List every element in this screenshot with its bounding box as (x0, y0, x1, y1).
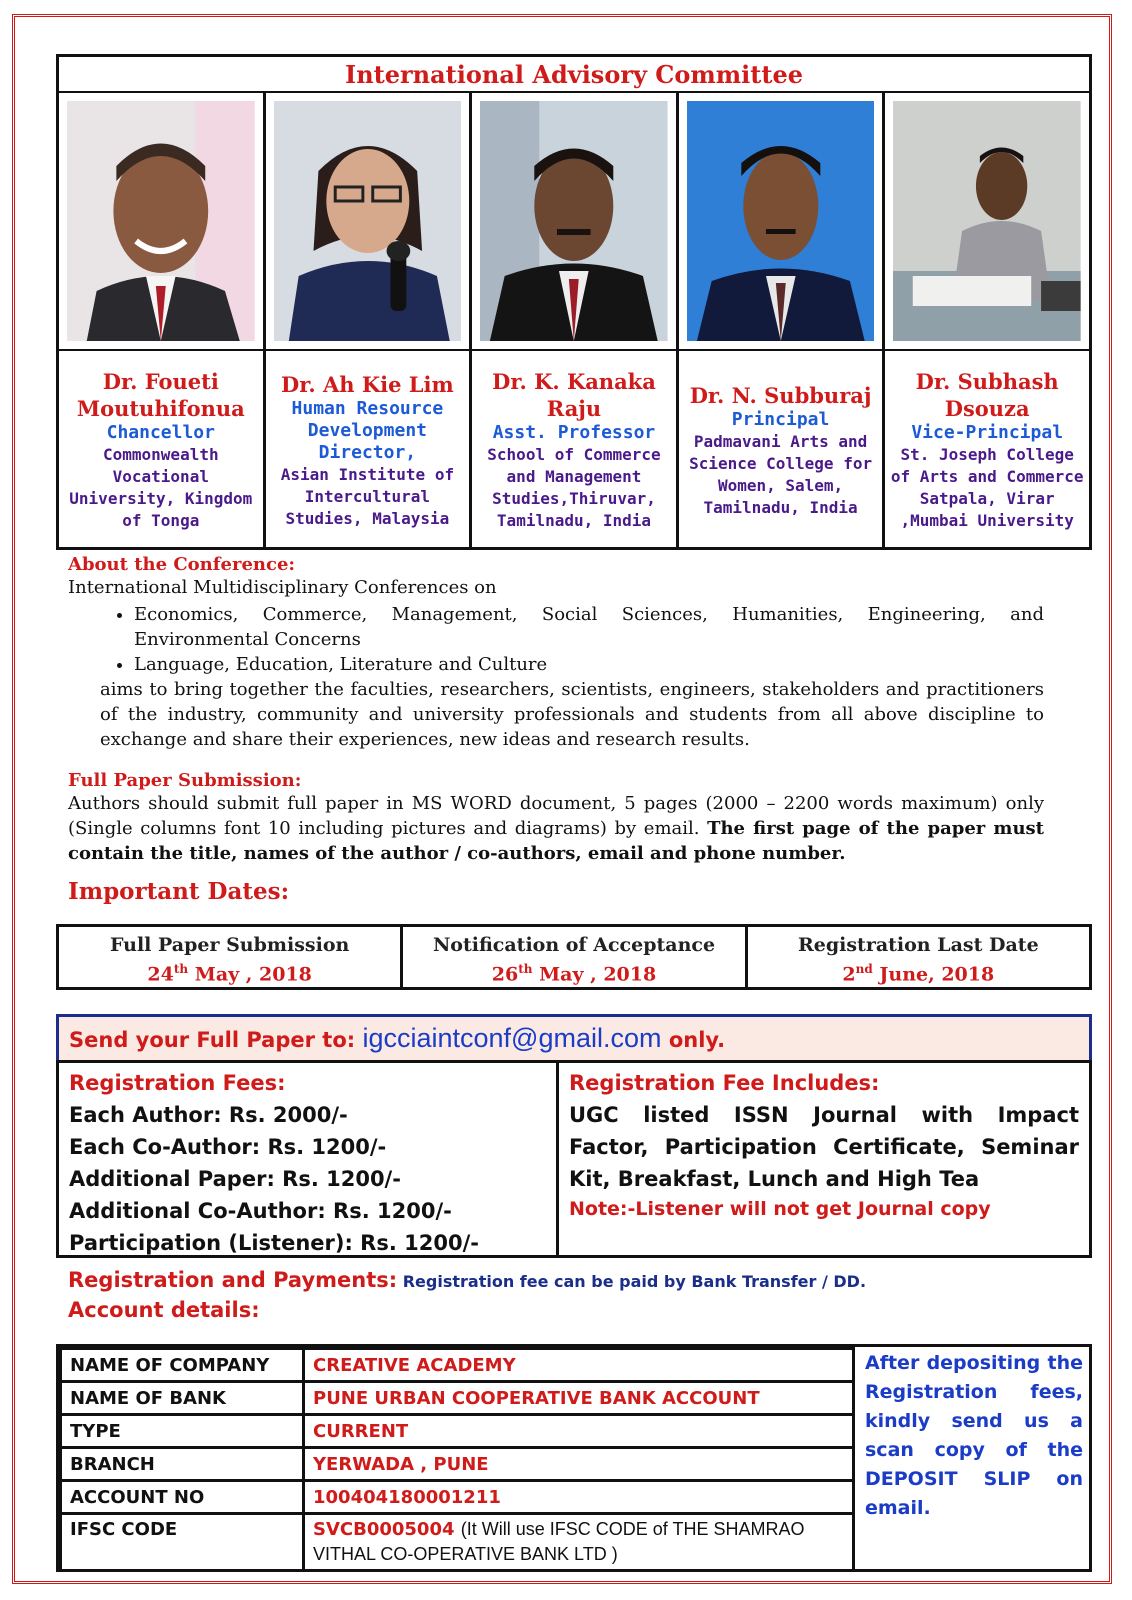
account-value: PUNE URBAN COOPERATIVE BANK ACCOUNT (304, 1382, 854, 1415)
table-row (61, 1448, 854, 1481)
member-name: Dr. K. Kanaka Raju (492, 369, 656, 421)
about-aims: aims to bring together the faculties, researchers, scientists, engineers, stakeholders and practitioners of the industry, community and university professionals and students from all above discipline to exchange and share their experiences, new ideas and research results. (100, 679, 1044, 750)
contact-email-link[interactable]: igcciaintconf@gmail.com (362, 1023, 662, 1053)
ifsc-code: SVCB0005004 (313, 1519, 455, 1540)
fee-line: Additional Paper: Rs. 1200/- (69, 1167, 401, 1191)
member-photo-cell (885, 93, 1089, 349)
about-topic-list (68, 602, 1044, 677)
date-label: Notification of Acceptance (432, 934, 716, 956)
account-table (59, 1347, 855, 1572)
member-role: Asst. Professor (492, 422, 656, 443)
submission-heading: Full Paper Submission: (68, 770, 302, 791)
date-value: 2nd June, 2018 (842, 962, 995, 986)
account-value: CURRENT (304, 1415, 854, 1448)
account-key: NAME OF BANK (61, 1382, 304, 1415)
account-heading: Account details: (68, 1298, 260, 1322)
member-photo-1 (67, 101, 255, 341)
fee-line: Each Co-Author: Rs. 1200/- (69, 1135, 387, 1159)
member-info-row (59, 349, 1089, 547)
member-info (885, 349, 1089, 547)
submission-instructions: Authors should submit full paper in MS WORD document, 5 pages (2000 – 2200 words maximum) only (Single columns font 10 including pictures and diagrams) by email. (68, 793, 1044, 839)
about-intro: International Multidisciplinary Conferences on (68, 577, 497, 598)
account-key: NAME OF COMPANY (61, 1349, 304, 1382)
ifsc-value-cell (304, 1514, 854, 1571)
account-value: 100404180001211 (304, 1481, 854, 1514)
about-heading: About the Conference: (68, 554, 296, 575)
account-key: BRANCH (61, 1448, 304, 1481)
member-role: Chancellor (106, 422, 215, 443)
photo-row (59, 93, 1089, 351)
member-photo-3 (480, 101, 668, 341)
member-name: Dr. Foueti Moutuhifonua (76, 369, 245, 421)
includes-text: UGC listed ISSN Journal with Impact Factor, Participation Certificate, Seminar Kit, Breakfast, Lunch and High Tea (569, 1103, 1079, 1191)
listener-note: Note:-Listener will not get Journal copy (569, 1198, 991, 1220)
member-photo-cell (472, 93, 679, 349)
fee-includes (559, 1063, 1089, 1255)
account-key: TYPE (61, 1415, 304, 1448)
member-organization: Padmavani Arts and Science College for Women, Salem, Tamilnadu, India (689, 431, 873, 517)
member-role: Principal (731, 408, 830, 430)
send-paper-text: Send your Full Paper to: igcciaintconf@gmail.com only. (69, 1023, 726, 1053)
send-paper-bar (56, 1014, 1092, 1060)
fee-line: Additional Co-Author: Rs. 1200/- (69, 1199, 452, 1223)
table-row (61, 1481, 854, 1514)
account-details-table (56, 1344, 1092, 1572)
submission-text (68, 791, 1044, 866)
table-row (61, 1514, 854, 1571)
table-row (61, 1415, 854, 1448)
payments-text: Registration fee can be paid by Bank Transfer / DD. (402, 1272, 867, 1291)
member-photo-cell (59, 93, 266, 349)
member-organization: School of Commerce and Management Studies,Thiruvar, Tamilnadu, India (487, 445, 661, 530)
committee-title: International Advisory Committee (59, 57, 1089, 93)
date-cell (403, 927, 747, 987)
member-organization: Commonwealth Vocational University, Kingdom of Tonga (69, 445, 253, 530)
account-key: IFSC CODE (61, 1514, 304, 1571)
member-organization: Asian Institute of Intercultural Studies, Malaysia (280, 464, 455, 528)
about-section (68, 554, 1044, 752)
includes-heading: Registration Fee Includes: (569, 1071, 880, 1095)
dates-heading: Important Dates: (68, 878, 290, 905)
fee-line: Each Author: Rs. 2000/- (69, 1103, 348, 1127)
member-name: Dr. Subhash Dsouza (915, 369, 1059, 421)
date-value: 24th May , 2018 (147, 962, 312, 986)
member-name: Dr. N. Subburaj (689, 382, 872, 408)
member-name: Dr. Ah Kie Lim (281, 371, 454, 397)
fees-heading: Registration Fees: (69, 1071, 286, 1095)
account-value: CREATIVE ACADEMY (304, 1349, 854, 1382)
member-role: Human Resource Development Director, (291, 397, 444, 463)
member-info (59, 349, 266, 547)
member-photo-2 (274, 101, 462, 341)
table-row (61, 1382, 854, 1415)
payments-heading: Registration and Payments: (68, 1268, 398, 1292)
advisory-committee-panel (56, 54, 1092, 550)
table-row (61, 1349, 854, 1382)
member-info (679, 349, 886, 547)
date-cell (59, 927, 403, 987)
member-photo-cell (679, 93, 886, 349)
payments-line (68, 1268, 866, 1292)
member-photo-4 (687, 101, 875, 341)
fees-table (56, 1060, 1092, 1258)
date-label: Full Paper Submission (109, 934, 350, 956)
member-photo-cell (266, 93, 473, 349)
topic-item: • Economics, Commerce, Management, Social Sciences, Humanities, Engineering, and Environmental Concerns (134, 602, 1044, 652)
deposit-instructions: After depositing the Registration fees, kindly send us a scan copy of the DEPOSIT SLIP on email. (865, 1352, 1083, 1519)
date-value: 26th May , 2018 (491, 962, 657, 986)
date-cell (748, 927, 1089, 987)
account-value: YERWADA , PUNE (304, 1448, 854, 1481)
important-dates-table (56, 924, 1092, 990)
submission-requirements: The first page of the paper must contain the title, names of the author / co-authors, email and phone number. (68, 818, 1044, 864)
member-info (472, 349, 679, 547)
member-photo-5 (893, 101, 1081, 341)
ifsc-note: (It Will use IFSC CODE of THE SHAMRAO VITHAL CO-OPERATIVE BANK LTD ) (313, 1519, 805, 1564)
fee-line: Participation (Listener): Rs. 1200/- (69, 1231, 479, 1255)
registration-fees (59, 1063, 559, 1255)
member-info (266, 349, 473, 547)
date-label: Registration Last Date (797, 934, 1039, 956)
account-key: ACCOUNT NO (61, 1481, 304, 1514)
member-organization: St. Joseph College of Arts and Commerce Satpala, Virar ,Mumbai University (890, 445, 1084, 530)
member-role: Vice-Principal (911, 422, 1064, 443)
submission-section (68, 770, 1044, 866)
topic-item: • Language, Education, Literature and Culture (134, 652, 1044, 677)
